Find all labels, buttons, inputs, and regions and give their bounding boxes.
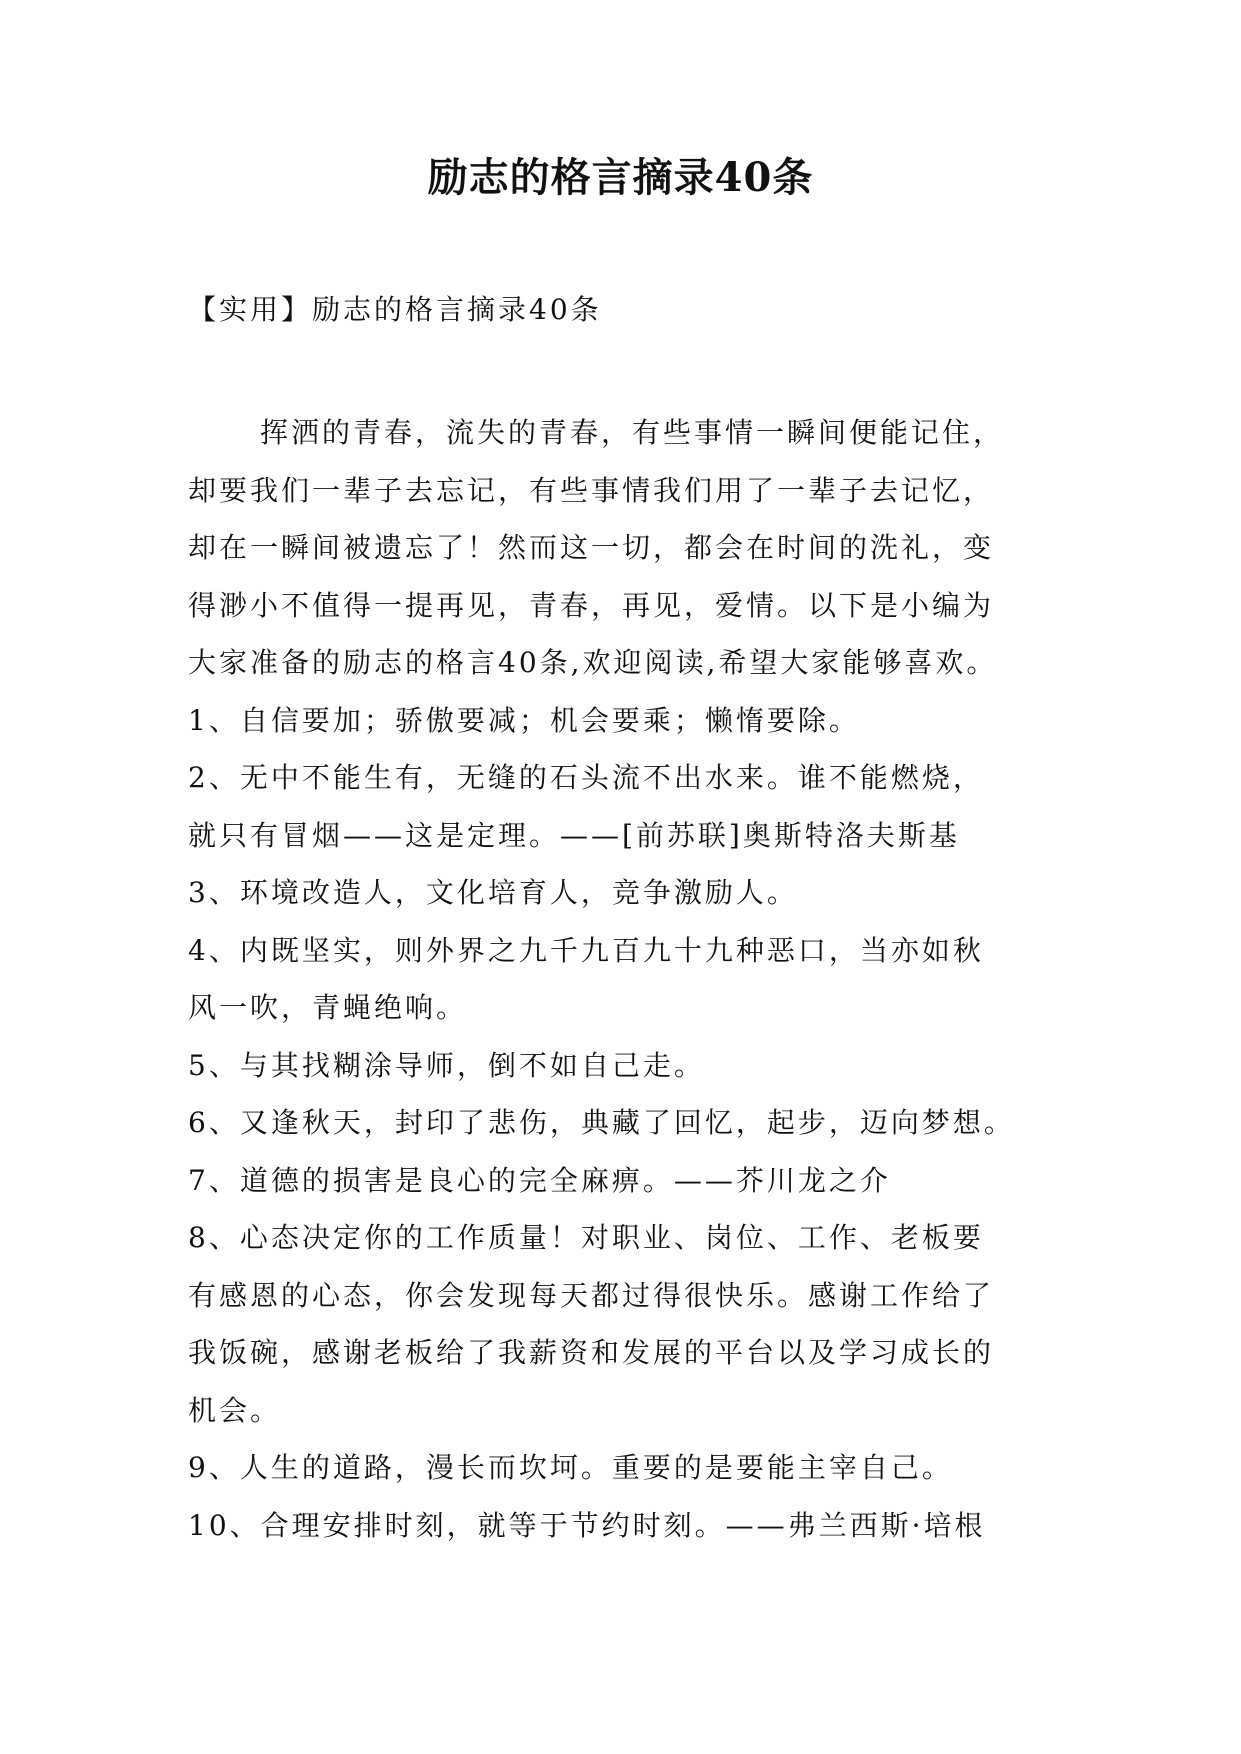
quote-item-10: 10、合理安排时刻，就等于节约时刻。——弗兰西斯·培根 bbox=[188, 1508, 986, 1542]
paragraph-line: 却在一瞬间被遗忘了！然而这一切，都会在时间的洗礼，变 bbox=[188, 531, 995, 564]
quote-item-8: 8、心态决定你的工作质量！对职业、岗位、工作、老板要 bbox=[188, 1221, 984, 1254]
quote-item-6: 6、又逢秋天，封印了悲伤，典藏了回忆，起步，迈向梦想。 bbox=[188, 1106, 1015, 1139]
paragraph-line: 却要我们一辈子去忘记，有些事情我们用了一辈子去记忆， bbox=[188, 473, 995, 507]
quote-item-8-continued: 我饭碗，感谢老板给了我薪资和发展的平台以及学习成长的 bbox=[188, 1336, 995, 1369]
quote-item-9: 9、人生的道路，漫长而坎坷。重要的是要能主宰自己。 bbox=[188, 1451, 953, 1484]
quote-item-5: 5、与其找糊涂导师，倒不如自己走。 bbox=[188, 1048, 705, 1082]
paragraph-line: 得渺小不值得一提再见，青春，再见，爱情。以下是小编为 bbox=[188, 588, 995, 622]
quote-item-8-continued: 有感恩的心态，你会发现每天都过得很快乐。感谢工作给了 bbox=[188, 1278, 995, 1312]
quote-item-4-continued: 风一吹，青蝇绝响。 bbox=[188, 991, 468, 1024]
quote-item-4: 4、内既坚实，则外界之九千九百九十九种恶口，当亦如秋 bbox=[188, 933, 984, 967]
paragraph-line: 挥洒的青春，流失的青春，有些事情一瞬间便能记住， bbox=[260, 416, 1005, 449]
quote-item-2: 2、无中不能生有，无缝的石头流不出水来。谁不能燃烧， bbox=[188, 761, 984, 794]
document-title: 励志的格言摘录40条 bbox=[427, 154, 814, 201]
document-body bbox=[188, 404, 1068, 1554]
document-subtitle: 【实用】励志的格言摘录40条 bbox=[188, 293, 602, 326]
quote-item-3: 3、环境改造人，文化培育人，竞争激励人。 bbox=[188, 876, 798, 909]
paragraph-line: 大家准备的励志的格言40条,欢迎阅读,希望大家能够喜欢。 bbox=[188, 646, 998, 679]
quote-item-7: 7、道德的损害是良心的完全麻痹。——芥川龙之介 bbox=[188, 1163, 891, 1197]
quote-item-2-continued: 就只有冒烟——这是定理。——[前苏联]奥斯特洛夫斯基 bbox=[188, 818, 960, 852]
quote-item-1: 1、自信要加；骄傲要减；机会要乘；懒惰要除。 bbox=[188, 703, 860, 737]
quote-item-8-continued: 机会。 bbox=[188, 1393, 282, 1427]
